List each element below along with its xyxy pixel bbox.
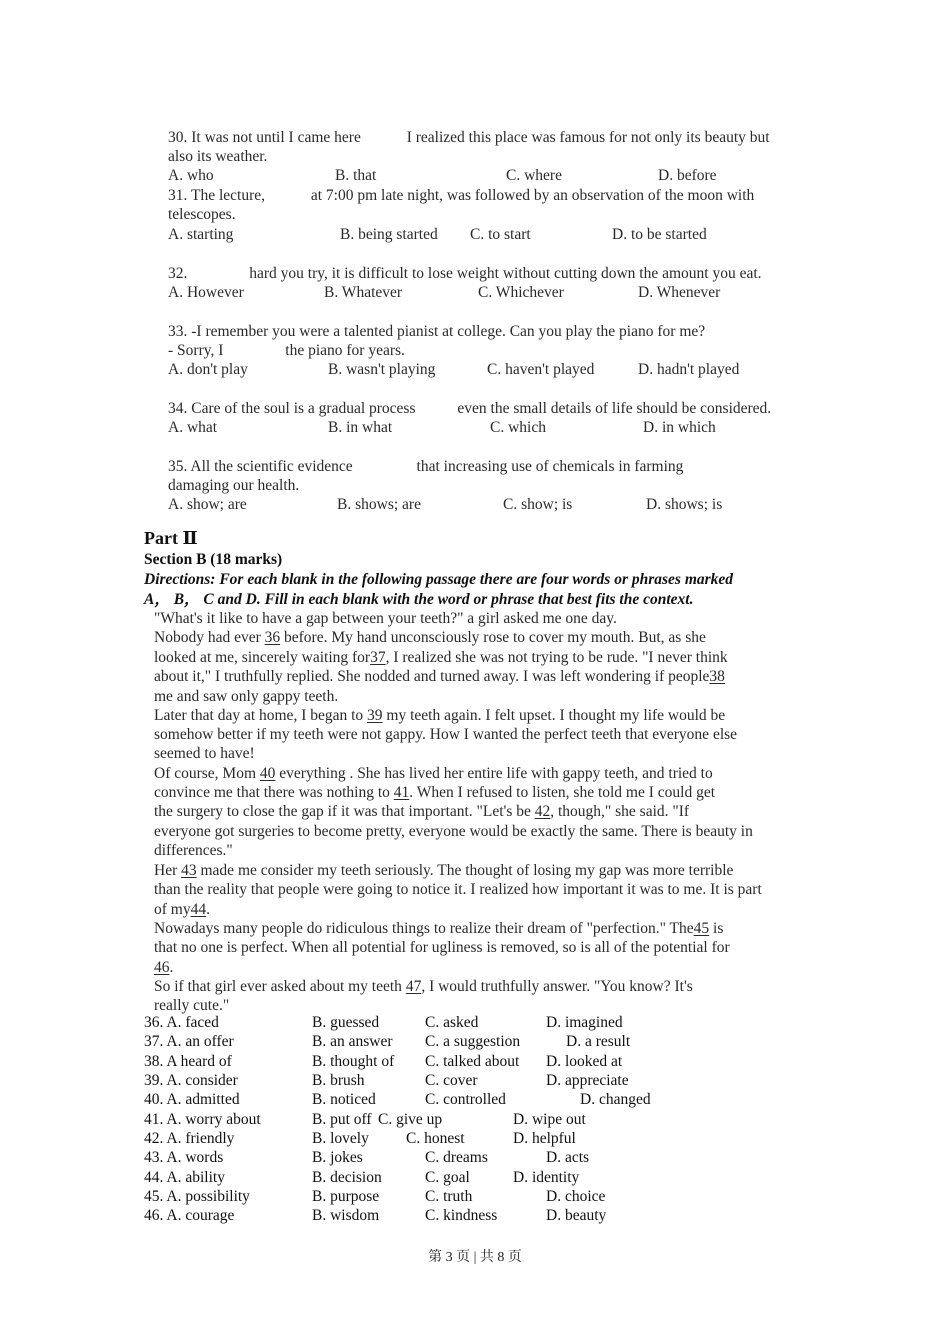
question-34-options — [168, 418, 716, 438]
blank-37: 37 — [370, 649, 386, 666]
answer-row-44 — [144, 1168, 579, 1187]
answer-row-37 — [144, 1032, 630, 1051]
option-b: B. Whatever — [324, 284, 403, 301]
option-d: D. choice — [546, 1188, 606, 1205]
option-c: C. talked about — [425, 1053, 520, 1070]
option-c: C. honest — [406, 1130, 465, 1147]
option-d: D. a result — [566, 1033, 631, 1050]
section-heading: Section B (18 marks) — [144, 551, 283, 568]
option-b: B. an answer — [312, 1033, 393, 1050]
answer-row-46 — [144, 1206, 606, 1225]
passage-line: "What's it like to have a gap between your teeth?" a girl asked me one day. — [154, 610, 617, 627]
blank-44: 44 — [190, 901, 207, 918]
option-c: C. truth — [425, 1188, 473, 1205]
option-a: 44. A. ability — [144, 1169, 225, 1186]
page-footer: 第 3 页 | 共 8 页 — [428, 1250, 522, 1265]
passage-line: everyone got surgeries to become pretty, everyone would be exactly the same. There is beauty in — [154, 823, 753, 840]
blank-38: 38 — [709, 668, 725, 685]
option-a: 36. A. faced — [144, 1014, 219, 1031]
passage-line: seemed to have! — [154, 745, 255, 762]
option-a: 42. A. friendly — [144, 1130, 235, 1147]
option-d: D. acts — [546, 1149, 590, 1166]
blank-36: 36 — [264, 629, 281, 646]
option-b: B. put off — [312, 1111, 372, 1128]
option-d: D. appreciate — [546, 1072, 629, 1089]
option-c: C. dreams — [425, 1149, 488, 1166]
passage-line: Nobody had ever 36 before. My hand unconsciously rose to cover my mouth. But, as she — [154, 629, 706, 646]
option-b: B. purpose — [312, 1188, 380, 1205]
question-31-options — [168, 225, 707, 245]
passage-line: differences." — [154, 842, 233, 859]
option-b: B. that — [335, 167, 377, 184]
answer-row-38 — [144, 1052, 622, 1071]
option-a: 46. A. courage — [144, 1207, 235, 1224]
passage-line: really cute." — [154, 997, 230, 1014]
part-heading: Part Ⅱ — [144, 528, 198, 548]
blank-47: 47 — [405, 978, 422, 995]
passage-line: convince me that there was nothing to 41. When I refused to listen, she told me I could get — [154, 784, 716, 801]
option-a: A. starting — [168, 226, 234, 243]
blank-45: 45 — [693, 920, 710, 937]
passage-line: that no one is perfect. When all potential for ugliness is removed, so is all of the potential for — [154, 939, 734, 956]
option-b: B. jokes — [312, 1149, 363, 1166]
question-32-options — [168, 283, 720, 303]
option-d: D. identity — [513, 1169, 580, 1186]
answer-row-42 — [144, 1129, 576, 1148]
option-b: B. brush — [312, 1072, 365, 1089]
blank-40: 40 — [259, 765, 276, 782]
option-c: C. haven't played — [487, 361, 595, 378]
blank-43: 43 — [181, 862, 197, 879]
option-a: A. don't play — [168, 361, 248, 378]
option-d: D. looked at — [546, 1053, 623, 1070]
option-b: B. wisdom — [312, 1207, 380, 1224]
option-a: A. who — [168, 167, 214, 184]
question-35-line1: 35. All the scientific evidence that increasing use of chemicals in farming — [168, 458, 684, 475]
option-d: D. helpful — [513, 1130, 576, 1147]
question-33-line1: 33. -I remember you were a talented pianist at college. Can you play the piano for me? — [168, 323, 706, 340]
option-d: D. hadn't played — [638, 361, 740, 378]
option-c: C. kindness — [425, 1207, 498, 1224]
question-30-line2: also its weather. — [168, 148, 268, 165]
option-b: B. thought of — [312, 1053, 395, 1070]
option-c: C. Whichever — [478, 284, 564, 301]
blank-46: 46 — [154, 959, 170, 976]
option-d: D. beauty — [546, 1207, 607, 1224]
question-31-line2: telescopes. — [168, 206, 236, 223]
option-c: C. cover — [425, 1072, 478, 1089]
option-a: 37. A. an offer — [144, 1033, 234, 1050]
directions-line1: Directions: For each blank in the following passage there are four words or phrases marked — [144, 571, 734, 588]
answer-row-40 — [144, 1090, 651, 1109]
option-d: D. to be started — [612, 226, 707, 243]
question-31-line1: 31. The lecture, at 7:00 pm late night, was followed by an observation of the moon with — [168, 187, 755, 204]
option-a: 45. A. possibility — [144, 1188, 250, 1205]
passage-line: looked at me, sincerely waiting for37, I realized she was not trying to be rude. "I never think — [154, 649, 728, 666]
passage-line: 46. — [154, 959, 174, 976]
option-c: C. goal — [425, 1169, 470, 1186]
passage-line: me and saw only gappy teeth. — [154, 688, 339, 705]
option-c: C. a suggestion — [425, 1033, 521, 1050]
option-d: D. shows; is — [646, 496, 723, 513]
answer-row-41 — [144, 1110, 586, 1129]
option-c: C. controlled — [425, 1091, 506, 1108]
option-d: D. imagined — [546, 1014, 623, 1031]
option-c: C. which — [490, 419, 546, 436]
question-30-line1: 30. It was not until I came here I realized this place was famous for not only its beauty but — [168, 129, 770, 146]
option-b: B. decision — [312, 1169, 382, 1186]
passage-line: Of course, Mom 40 everything . She has lived her entire life with gappy teeth, and tried to — [154, 765, 713, 782]
option-c: C. show; is — [503, 496, 573, 513]
question-33-line2: - Sorry, I the piano for years. — [168, 342, 405, 359]
passage-line: Her 43 made me consider my teeth seriously. The thought of losing my gap was more terrible — [154, 862, 734, 879]
option-b: B. wasn't playing — [328, 361, 436, 378]
passage-line: Later that day at home, I began to 39 my teeth again. I felt upset. I thought my life would be — [154, 707, 726, 724]
question-35-options — [168, 495, 722, 515]
blank-42: 42 — [534, 803, 551, 820]
option-a: 41. A. worry about — [144, 1111, 261, 1128]
answer-row-43 — [144, 1148, 589, 1167]
answer-row-39 — [144, 1071, 629, 1090]
option-b: B. shows; are — [337, 496, 421, 513]
question-32-line1: 32. hard you try, it is difficult to lose weight without cutting down the amount you eat. — [168, 265, 762, 282]
option-b: B. in what — [328, 419, 393, 436]
option-a: A. what — [168, 419, 218, 436]
option-b: B. noticed — [312, 1091, 376, 1108]
option-c: C. give up — [378, 1111, 443, 1128]
option-b: B. being started — [340, 226, 438, 243]
answer-row-45 — [144, 1187, 605, 1206]
option-d: D. before — [658, 167, 717, 184]
option-a: 38. A heard of — [144, 1053, 232, 1070]
option-c: C. where — [506, 167, 562, 184]
question-33-options — [168, 360, 739, 380]
option-d: D. in which — [643, 419, 716, 436]
option-d: D. Whenever — [638, 284, 721, 301]
passage-line: somehow better if my teeth were not gappy. How I wanted the perfect teeth that everyone else — [154, 726, 738, 743]
option-b: B. lovely — [312, 1130, 369, 1147]
option-c: C. asked — [425, 1014, 479, 1031]
option-d: D. wipe out — [513, 1111, 586, 1128]
passage-line: Nowadays many people do ridiculous things to realize their dream of "perfection." The45 is — [154, 920, 724, 937]
passage-line: So if that girl ever asked about my teeth 47, I would truthfully answer. "You know? It's — [154, 978, 693, 995]
question-30-options — [168, 166, 717, 186]
option-a: 43. A. words — [144, 1149, 224, 1166]
option-b: B. guessed — [312, 1014, 380, 1031]
answer-row-36 — [144, 1013, 623, 1032]
option-c: C. to start — [470, 226, 531, 243]
question-35-line2: damaging our health. — [168, 477, 300, 494]
option-a: A. However — [168, 284, 244, 301]
passage-line: of my44. — [154, 901, 210, 918]
option-d: D. changed — [580, 1091, 651, 1108]
passage-line: about it," I truthfully replied. She nodded and turned away. I was left wondering if people38 — [154, 668, 725, 685]
passage-line: than the reality that people were going to notice it. I realized how important it was to me. It is part — [154, 881, 762, 898]
blank-41: 41 — [393, 784, 410, 801]
blank-39: 39 — [367, 707, 383, 724]
directions-line2: A， B， C and D. Fill in each blank with the word or phrase that best fits the context. — [144, 591, 694, 608]
option-a: 40. A. admitted — [144, 1091, 240, 1108]
option-a: A. show; are — [168, 496, 247, 513]
question-34-line1: 34. Care of the soul is a gradual process even the small details of life should be considered. — [168, 400, 772, 417]
option-a: 39. A. consider — [144, 1072, 238, 1089]
passage-line: the surgery to close the gap if it was that important. "Let's be 42, though," she said. "If — [154, 803, 690, 820]
